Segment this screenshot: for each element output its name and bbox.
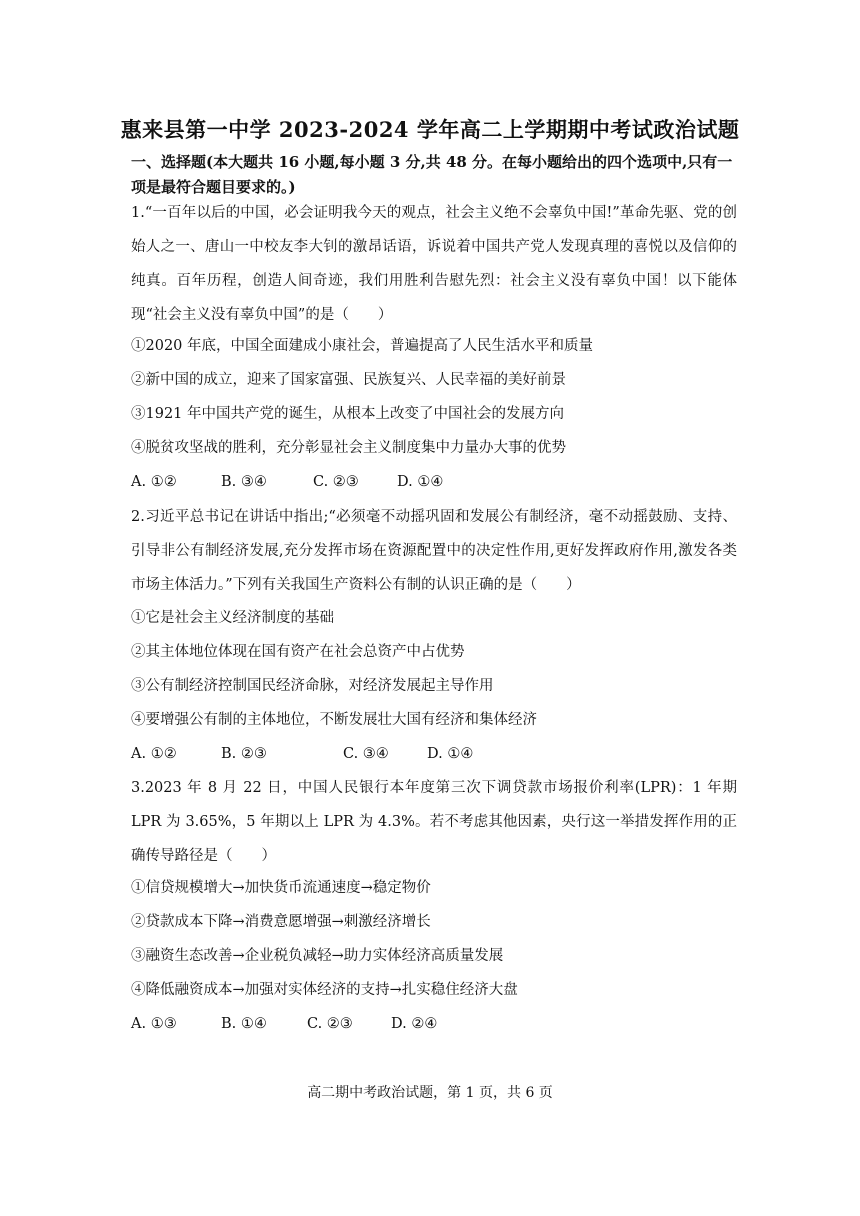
question-2-item-4: ④要增强公有制的主体地位，不断发展壮大国有经济和集体经济 (131, 712, 537, 728)
question-2-item-3: ③公有制经济控制国民经济命脉，对经济发展起主导作用 (131, 678, 494, 694)
question-1-option-c: C. ②③ (313, 474, 359, 490)
question-1-item-3: ③1921 年中国共产党的诞生，从根本上改变了中国社会的发展方向 (131, 406, 565, 422)
question-2-option-c: C. ③④ (343, 746, 389, 762)
question-1-stem: 1.“一百年以后的中国，必会证明我今天的观点，社会主义绝不会辜负中国!”革命先驱、党的创始人之一、唐山一中校友李大钊的激昂话语，诉说着中国共产党人发现真理的喜悦以及信仰的纯真。百年历程，创造人间奇迹，我们用胜利告慰先烈：社会主义没有辜负中国！以下能体现“社会主义没有辜负中国”的是（ ） (131, 205, 737, 323)
question-1-option-d: D. ①④ (397, 474, 444, 490)
question-1-item-4: ④脱贫攻坚战的胜利，充分彰显社会主义制度集中力量办大事的优势 (131, 440, 566, 456)
question-2-stem: 2.习近平总书记在讲话中指出;“必须毫不动摇巩固和发展公有制经济，毫不动摇鼓励、支持、引导非公有制经济发展,充分发挥市场在资源配置中的决定性作用,更好发挥政府作用,激发各类市场主体活力。”下列有关我国生产资料公有制的认识正确的是（ ） (131, 509, 737, 593)
question-2-item-2: ②其主体地位体现在国有资产在社会总资产中占优势 (131, 644, 465, 660)
page-footer: 高二期中考政治试题，第 1 页，共 6 页 (307, 1085, 553, 1101)
question-2-option-d: D. ①④ (427, 746, 474, 762)
section-heading: 一、选择题(本大题共 16 小题,每小题 3 分,共 48 分。在每小题给出的四个选项中,只有一项是最符合题目要求的。) (131, 153, 733, 196)
question-3-stem: 3.2023 年 8 月 22 日，中国人民银行本年度第三次下调贷款市场报价利率(LPR)：1 年期 LPR 为 3.65%，5 年期以上 LPR 为 4.3%。若不考虑其他因素，央行这一举措发挥作用的正确传导路径是（ ） (131, 780, 737, 864)
question-1-option-b: B. ③④ (221, 474, 267, 490)
question-3-option-b: B. ①④ (221, 1016, 267, 1032)
question-1-options (131, 472, 443, 492)
question-1-option-a: A. ①② (131, 474, 177, 490)
question-3-item-1: ①信贷规模增大→加快货币流通速度→稳定物价 (131, 880, 431, 896)
question-3-item-3: ③融资生态改善→企业税负减轻→助力实体经济高质量发展 (131, 948, 504, 964)
question-3-item-2: ②贷款成本下降→消费意愿增强→刺激经济增长 (131, 914, 431, 930)
question-3-option-d: D. ②④ (391, 1016, 438, 1032)
question-2-option-a: A. ①② (131, 746, 177, 762)
exam-title: 惠来县第一中学 2023-2024 学年高二上学期期中考试政治试题 (120, 117, 740, 142)
question-2-options (131, 744, 473, 764)
question-3-options (131, 1014, 437, 1034)
question-3-item-4: ④降低融资成本→加强对实体经济的支持→扎实稳住经济大盘 (131, 982, 518, 998)
question-2-option-b: B. ②③ (221, 746, 267, 762)
question-1-item-2: ②新中国的成立，迎来了国家富强、民族复兴、人民幸福的美好前景 (131, 372, 566, 388)
question-3-option-a: A. ①③ (131, 1016, 177, 1032)
question-1-item-1: ①2020 年底，中国全面建成小康社会，普遍提高了人民生活水平和质量 (131, 338, 594, 354)
question-3-option-c: C. ②③ (307, 1016, 353, 1032)
question-2-item-1: ①它是社会主义经济制度的基础 (131, 610, 334, 626)
